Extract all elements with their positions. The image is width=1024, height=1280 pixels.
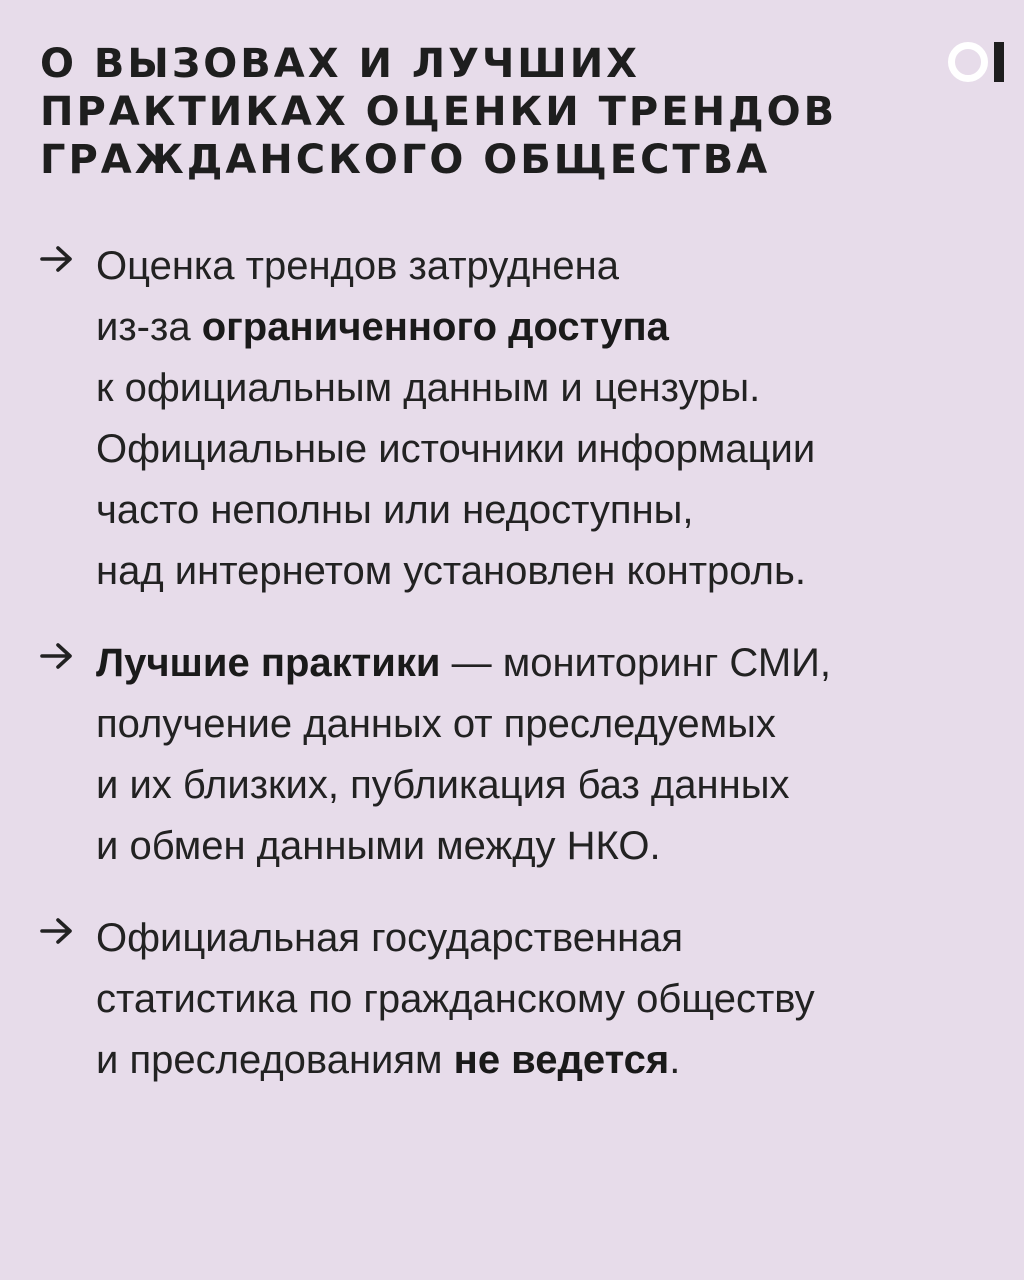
logo-ring [948,42,988,82]
bullet-line [96,694,976,755]
logo-bar [994,42,1004,82]
body-text: Оценка трендов затруднена [96,244,620,288]
body-text: — мониторинг СМИ, [440,641,832,685]
arrow-right-icon [40,244,74,274]
body-text: получение данных от преследуемых [96,702,776,746]
bullet-line [96,1030,976,1091]
bullet-line [96,358,976,419]
title-line: ГРАЖДАНСКОГО ОБЩЕСТВА [40,137,771,183]
body-text: из-за [96,305,202,349]
bullet-line [96,908,976,969]
body-text: к официальным данным и цензуры. [96,366,761,410]
ovd-info-logo-icon [948,42,1008,82]
bullet-line [96,755,976,816]
bullet-line [96,816,976,877]
emphasis-text: ограниченного доступа [201,305,669,349]
title-line: О ВЫЗОВАХ И ЛУЧШИХ [40,41,641,87]
bullet-line [96,419,976,480]
body-text: и обмен данными между НКО. [96,824,661,868]
title-line: ПРАКТИКАХ ОЦЕНКИ ТРЕНДОВ [40,89,838,135]
emphasis-text: не ведется [453,1038,670,1082]
body-text: Официальные источники информации [96,427,816,471]
body-text: и преследованиям [96,1038,454,1082]
body-text: статистика по гражданскому обществу [96,977,815,1021]
body-text: . [669,1038,681,1082]
page-title [40,40,940,184]
arrow-right-icon [40,916,74,946]
bullet-line [96,541,976,602]
body-text: и их близких, публикация баз данных [96,763,790,807]
bullet-line [96,969,976,1030]
body-text: Официальная государственная [96,916,684,960]
body-text: часто неполны или недоступны, [96,488,694,532]
emphasis-text: Лучшие практики [96,641,441,685]
bullet-line [96,236,976,297]
bullet-text [96,633,976,877]
bullet-text [96,236,976,602]
body-text: над интернетом установлен контроль. [96,549,806,593]
bullet-line [96,480,976,541]
bullet-text [96,908,976,1091]
arrow-right-icon [40,641,74,671]
bullet-line [96,633,976,694]
bullet-line [96,297,976,358]
